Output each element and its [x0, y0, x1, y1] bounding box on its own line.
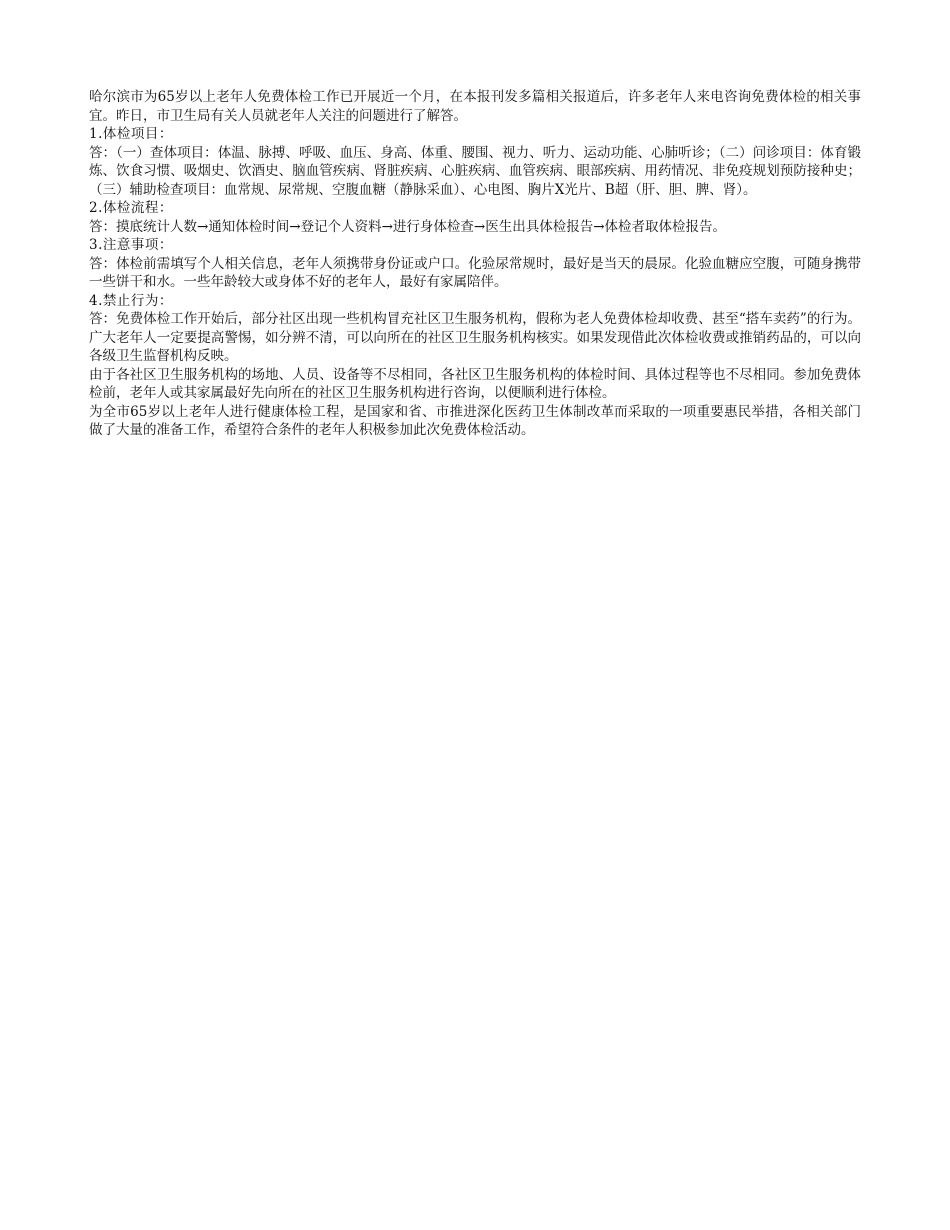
section-heading-prohibited: 4.禁止行为： [89, 292, 173, 309]
section-heading-items: 1.体检项目： [89, 126, 173, 142]
section-heading-process: 2.体检流程： [89, 200, 173, 216]
document-body [89, 88, 861, 440]
answer-items: 答：（一）查体项目：体温、脉搏、呼吸、血压、身高、体重、腰围、视力、听力、运动功能、心肺听诊；（二）问诊项目：体育锻炼、饮食习惯、吸烟史、饮酒史、脑血管疾病、肾脏疾病、心脏疾病、血管疾病、眼部疾病、用药情况、非免疫规划预防接种史；（三）辅助检查项目：血常规、尿常规、空腹血糖（静脉采血）、心电图、胸片X光片、B超（肝、胆、脾、肾）。 [89, 144, 861, 198]
answer-process: 答：摸底统计人数→通知体检时间→登记个人资料→进行身体检查→医生出具体检报告→体检者取体检报告。 [89, 218, 727, 235]
answer-notes: 答：体检前需填写个人相关信息，老年人须携带身份证或户口。化验尿常规时，最好是当天的晨尿。化验血糖应空腹，可随身携带一些饼干和水。一些年龄较大或身体不好的老年人，最好有家属陪伴。 [89, 255, 861, 290]
intro-paragraph: 哈尔滨市为65岁以上老年人免费体检工作已开展近一个月，在本报刊发多篇相关报道后，许多老年人来电咨询免费体检的相关事宜。昨日，市卫生局有关人员就老年人关注的问题进行了解答。 [89, 89, 861, 124]
section-heading-notes: 3.注意事项： [89, 237, 173, 253]
closing-paragraph: 为全市65岁以上老年人进行健康体检工程，是国家和省、市推进深化医药卫生体制改革而采取的一项重要惠民举措，各相关部门做了大量的准备工作，希望符合条件的老年人积极参加此次免费体检活动。 [89, 403, 861, 438]
answer-prohibited: 答：免费体检工作开始后，部分社区出现一些机构冒充社区卫生服务机构，假称为老人免费体检却收费、甚至“搭车卖药”的行为。广大老年人一定要提高警惕，如分辨不清，可以向所在的社区卫生服务机构核实。如果发现借此次体检收费或推销药品的，可以向各级卫生监督机构反映。 [89, 311, 861, 364]
note-paragraph: 由于各社区卫生服务机构的场地、人员、设备等不尽相同，各社区卫生服务机构的体检时间、具体过程等也不尽相同。参加免费体检前，老年人或其家属最好先向所在的社区卫生服务机构进行咨询，以便顺利进行体检。 [89, 366, 861, 401]
